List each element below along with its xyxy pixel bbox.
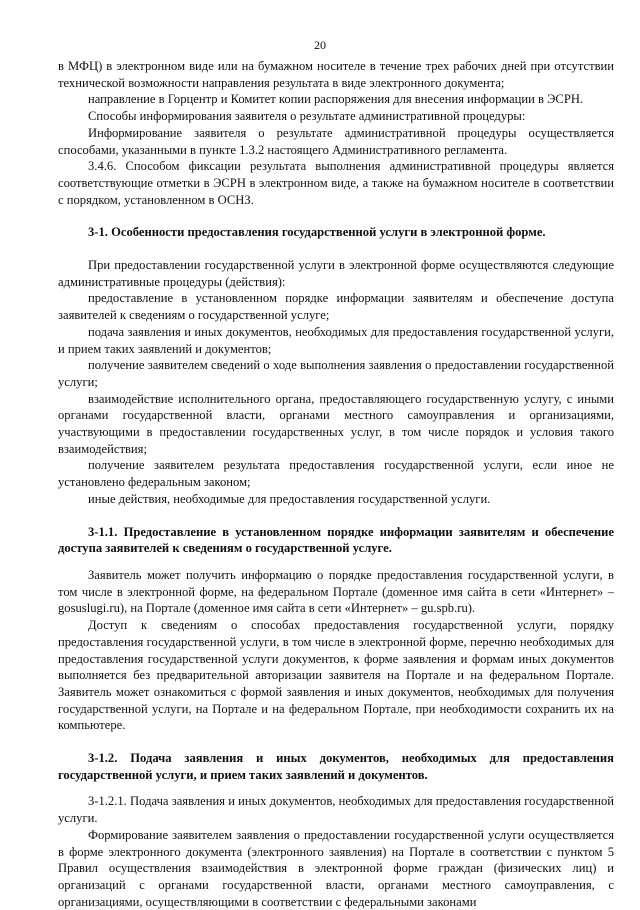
paragraph: Заявитель может получить информацию о порядке предоставления государственной услуги, в том числе в электронной форме, на федеральном Портале (доменное имя сайта в сети «Интернет» – gosuslugi.ru), на Портале (доменное имя сайта в сети «Интернет» – gu.spb.ru). — [58, 567, 614, 616]
paragraph: При предоставлении государственной услуги в электронной форме осуществляются следующие административные процедуры (действия): — [58, 258, 614, 289]
paragraph: Информирование заявителя о результате административной процедуры осуществляется способами, указанными в пункте 1.3.2 настоящего Административного регламента. — [58, 125, 614, 157]
list-item: взаимодействие исполнительного органа, предоставляющего государственную услугу, с иными органами государственной власти, органами местного самоуправления и организациями, участвующими в предоставлении государственных услуг, в том числе порядок и условия такого взаимодействия; — [58, 391, 614, 456]
section-heading: 3-1. Особенности предоставления государственной услуги в электронной форме. — [88, 225, 546, 240]
list-item: подача заявления и иных документов, необходимых для предоставления государственной услуги, и прием таких заявлений и документов; — [58, 324, 614, 356]
document-body — [58, 58, 614, 910]
paragraph: Доступ к сведениям о способах предоставления государственной услуги, порядку предоставления государственной услуги, в том числе в электронной форме, перечню необходимых для предоставления государственной услуги документов, к форме заявления и формам иных документов выполняется без предварительной авторизации заявителя на Портале и на федеральном Портале. Заявитель может ознакомиться с формой заявления и иных документов, необходимых для получения государственной услуги, на Портале и на федеральном Портале, при необходимости сохранить их на компьютере. — [58, 618, 614, 733]
paragraph: Формирование заявителем заявления о предоставлении государственной услуги осуществляется в форме электронного документа (электронного заявления) на Портале в соответствии с пунктом 5 Правил осуществления взаимодействия в электронной форме граждан (физических лиц) и организаций с органами государственной власти, органами местного самоуправления, с организациями, осуществляющими в соответствии с федеральными законами — [58, 827, 614, 909]
list-item: иные действия, необходимые для предоставления государственной услуги. — [88, 491, 491, 506]
section-heading: 3-1.1. Предоставление в установленном порядке информации заявителям и обеспечение доступа заявителей к сведениям о государственной услуге. — [58, 524, 614, 556]
paragraph: в МФЦ) в электронном виде или на бумажном носителе в течение трех рабочих дней при отсутствии технической возможности направления результата в виде электронного документа; — [58, 59, 614, 90]
list-item: получение заявителем сведений о ходе выполнения заявления о предоставлении государственной услуги; — [58, 358, 614, 389]
list-item: получение заявителем результата предоставления государственной услуги, если иное не установлено федеральным законом; — [58, 458, 614, 490]
paragraph: Способы информирования заявителя о результате административной процедуры: — [88, 109, 526, 124]
paragraph: 3-1.2.1. Подача заявления и иных документов, необходимых для предоставления государственной услуги. — [58, 794, 614, 826]
paragraph: 3.4.6. Способом фиксации результата выполнения административной процедуры является соответствующие отметки в ЭСРН в электронном виде, а также на бумажном носителе в соответствии с порядком, установленном в ОСНЗ. — [58, 159, 614, 207]
paragraph: направление в Горцентр и Комитет копии распоряжения для внесения информации в ЭСРН. — [88, 92, 584, 107]
list-item: предоставление в установленном порядке информации заявителям и обеспечение доступа заявителей к сведениям о государственной услуге; — [58, 291, 614, 323]
page-number: 20 — [314, 38, 326, 52]
section-heading: 3-1.2. Подача заявления и иных документов, необходимых для предоставления государственной услуги, и прием таких заявлений и документов. — [58, 751, 614, 782]
